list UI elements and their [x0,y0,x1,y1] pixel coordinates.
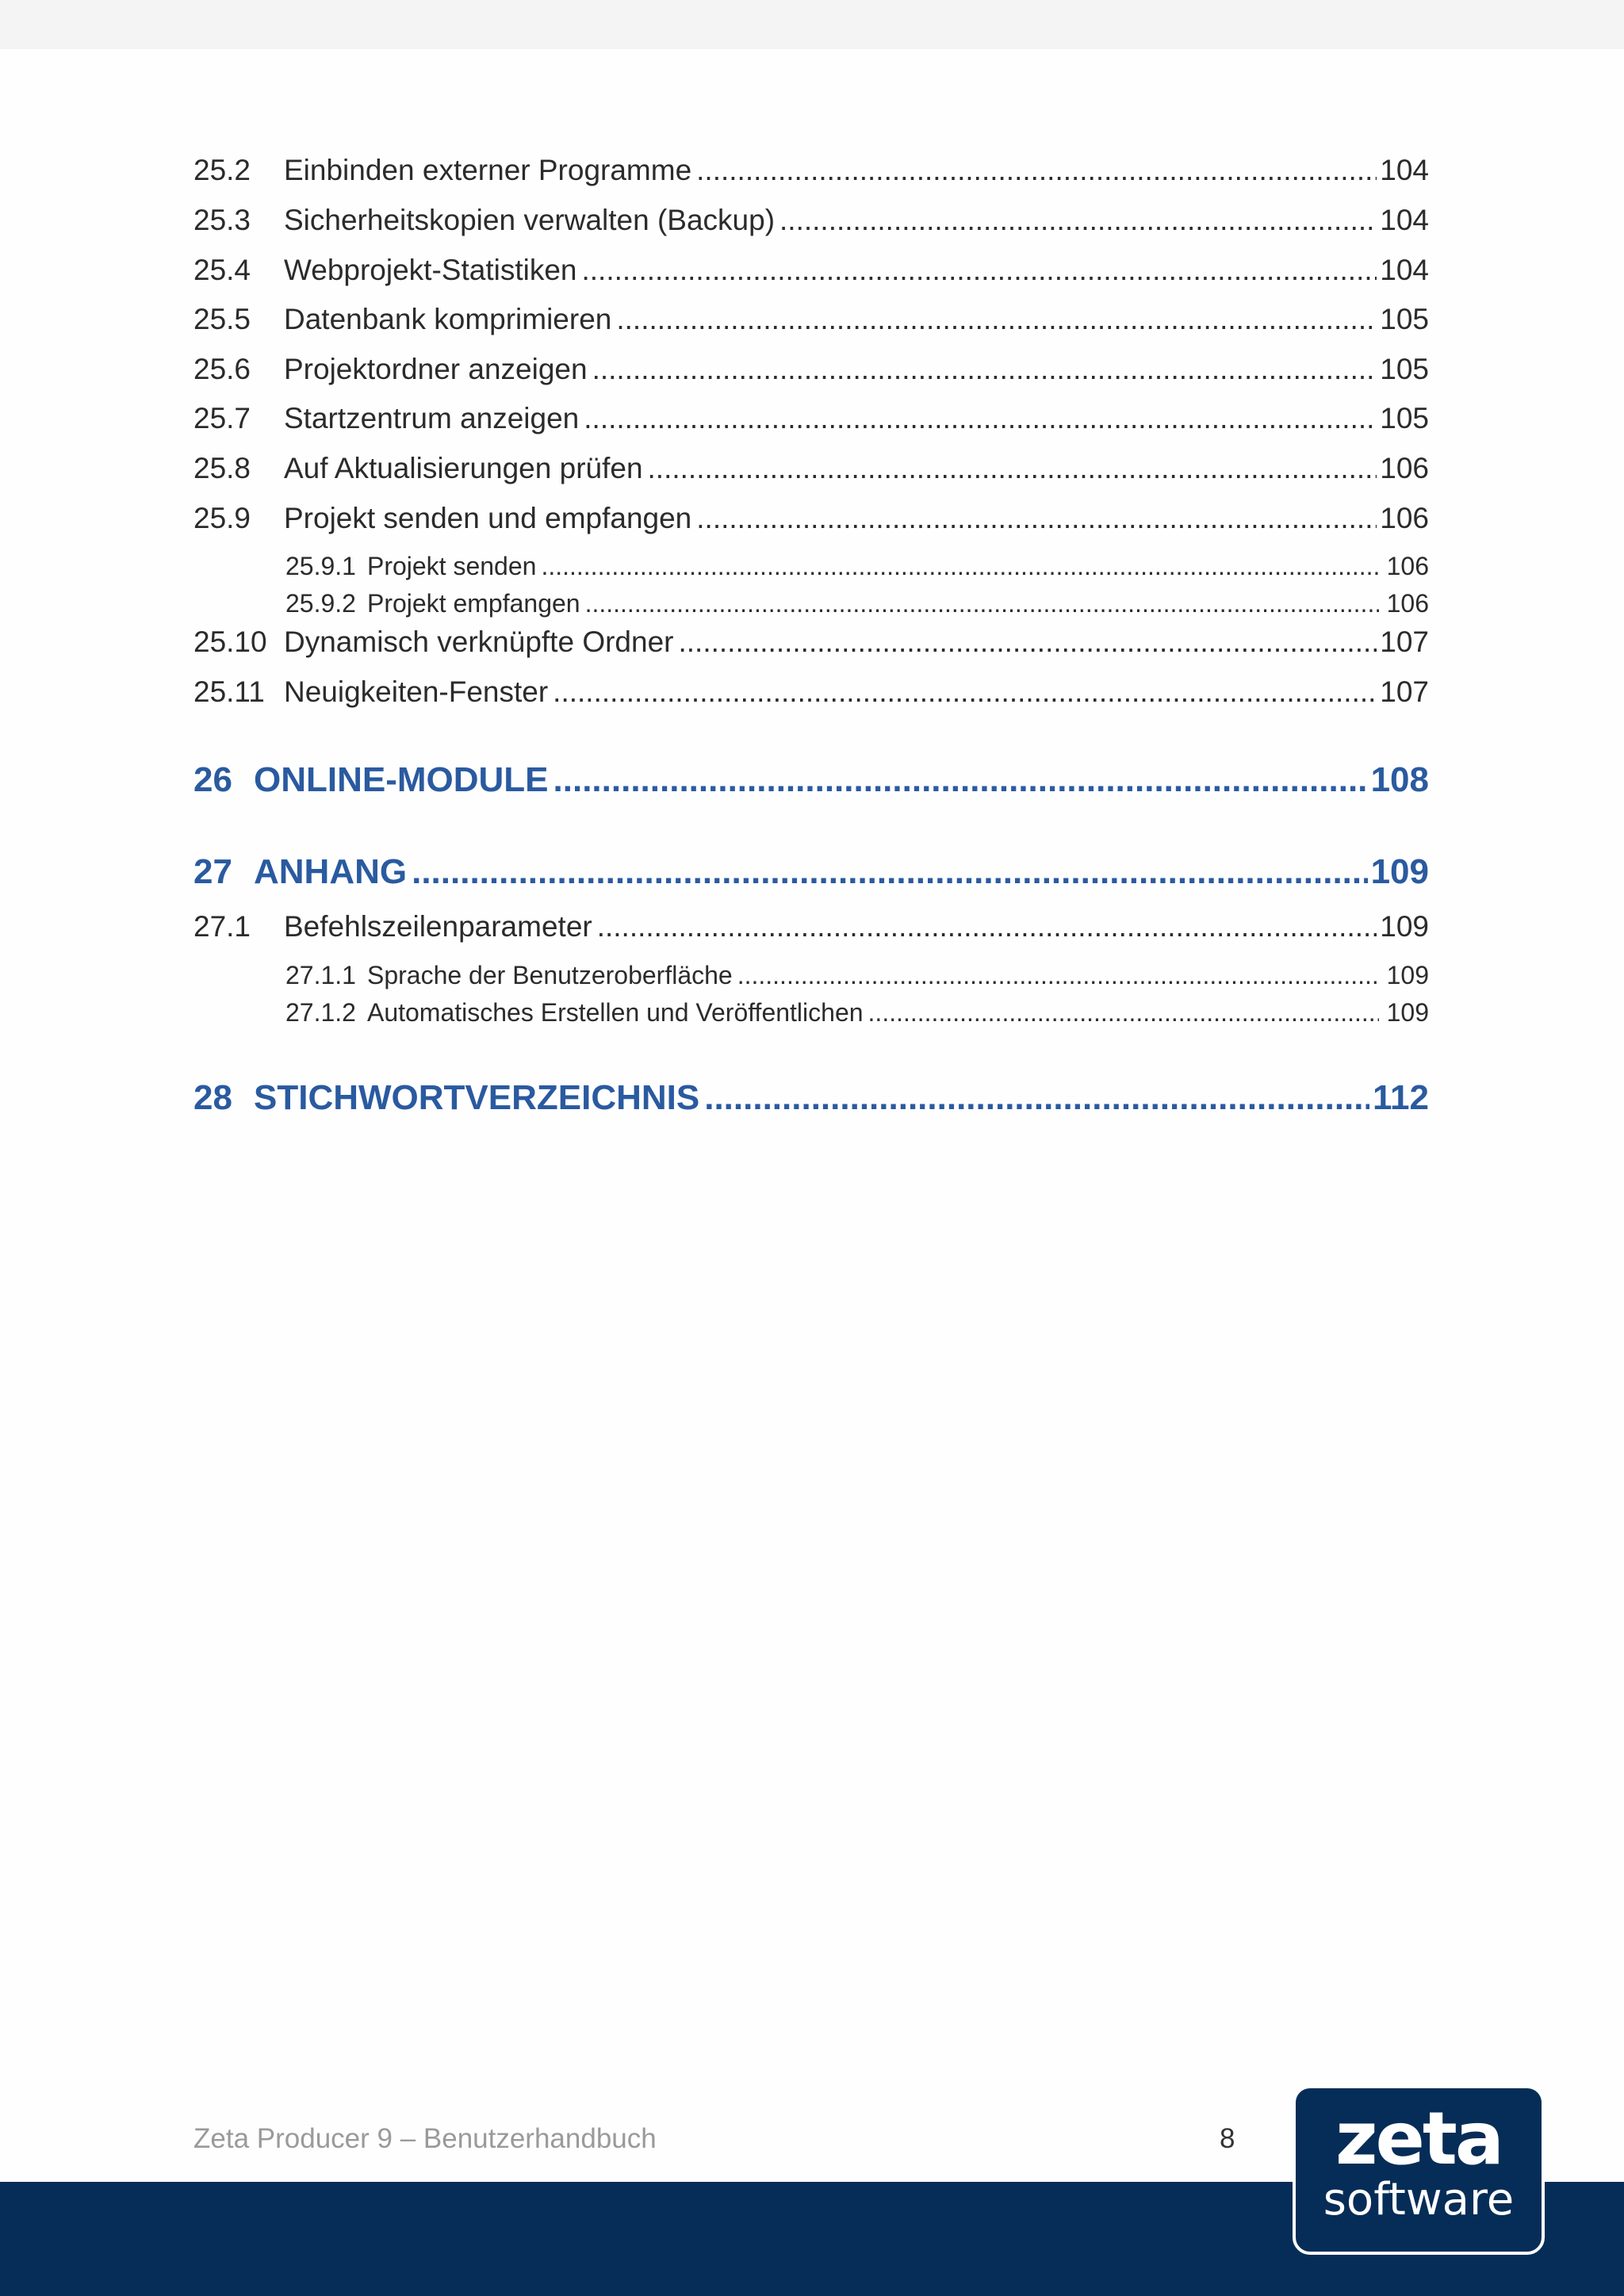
toc-entry-title: Einbinden externer Programme [284,154,692,186]
toc-subentry[interactable] [285,998,1429,1027]
toc-chapter-title: STICHWORTVERZEICHNIS [254,1078,700,1117]
toc-entry[interactable] [193,402,1429,435]
toc-entry-number: 27.1 [193,910,251,943]
toc-entry-page: 106 [1380,502,1429,534]
toc-entry-title: Auf Aktualisierungen prüfen [284,452,643,484]
toc-entry-number: 25.9 [193,502,251,534]
toc-entry-page: 109 [1380,910,1429,943]
toc-entry-page: 109 [1386,998,1429,1027]
toc-entry-page: 104 [1380,254,1429,286]
toc-entry[interactable] [193,303,1429,336]
toc-entry-title: Webprojekt-Statistiken [284,254,577,286]
toc-leader-dots [585,589,1379,618]
toc-entry-page: 107 [1380,626,1429,658]
toc-chapter-number: 28 [193,1078,232,1117]
toc-leader-dots [704,1078,1369,1118]
toc-leader-dots [868,998,1379,1027]
logo-wordmark-software: software [1323,2174,1515,2225]
toc-entry-number: 25.4 [193,254,251,286]
toc-chapter-page: 109 [1370,852,1429,891]
toc-entry[interactable] [193,353,1429,386]
toc-leader-dots [412,852,1367,892]
toc-entry-number: 25.11 [193,675,265,708]
toc-leader-dots [678,626,1377,659]
toc-leader-dots [592,353,1377,386]
zeta-software-logo [1293,2085,1545,2255]
toc-entry-page: 106 [1386,589,1429,618]
toc-entry-title: Datenbank komprimieren [284,303,612,335]
toc-leader-dots [597,910,1377,943]
toc-leader-dots [616,303,1377,336]
toc-chapter[interactable] [193,852,1429,892]
toc-entry-title: Befehlszeilenparameter [284,910,592,943]
toc-subentry[interactable] [285,589,1429,618]
toc-entry-title: Sprache der Benutzeroberfläche [366,961,733,989]
toc-entry-number: 25.5 [193,303,251,335]
toc-entry-number: 25.3 [193,204,251,236]
page-top-band [0,0,1624,49]
toc-entry-page: 105 [1380,303,1429,335]
toc-entry-number: 25.9.1 [285,552,356,580]
toc-chapter-number: 26 [193,760,232,799]
toc-entry-number: 25.9.2 [285,589,356,618]
toc-subentry[interactable] [285,961,1429,990]
toc-leader-dots [737,961,1379,990]
toc-entry[interactable] [193,452,1429,485]
toc-entry-title: Neuigkeiten-Fenster [284,675,549,708]
toc-entry-page: 105 [1380,402,1429,434]
toc-entry-page: 104 [1380,204,1429,236]
toc-entry-title: Startzentrum anzeigen [284,402,580,434]
toc-leader-dots [696,502,1377,535]
toc-entry-title: Automatisches Erstellen und Veröffentlichen [366,998,864,1027]
toc-entry-title: Projektordner anzeigen [284,353,588,385]
toc-chapter[interactable] [193,760,1429,800]
toc-entry[interactable] [193,675,1429,709]
toc-entry-number: 25.7 [193,402,251,434]
toc-chapter-number: 27 [193,852,232,891]
toc-entry-title: Projekt empfangen [366,589,580,618]
toc-chapter[interactable] [193,1078,1429,1118]
toc-entry-title: Projekt senden [366,552,537,580]
toc-entry-title: Projekt senden und empfangen [284,502,692,534]
toc-entry-number: 27.1.1 [285,961,356,989]
toc-leader-dots [648,452,1377,485]
toc-entry-number: 25.6 [193,353,251,385]
toc-leader-dots [581,254,1377,287]
toc-chapter-page: 108 [1370,760,1429,799]
toc-leader-dots [696,154,1377,187]
toc-entry-page: 105 [1380,353,1429,385]
toc-entry-page: 109 [1386,961,1429,989]
toc-entry[interactable] [193,154,1429,187]
toc-entry[interactable] [193,204,1429,237]
footer-page-number: 8 [1220,2123,1235,2154]
logo-wordmark-zeta: zeta [1335,2096,1502,2181]
toc-entry-number: 25.2 [193,154,251,186]
toc-chapter-title: ONLINE-MODULE [254,760,549,799]
toc-entry[interactable] [193,502,1429,535]
toc-leader-dots [541,552,1378,581]
toc-entry-title: Dynamisch verknüpfte Ordner [284,626,674,658]
toc-entry-number: 27.1.2 [285,998,356,1027]
toc-entry[interactable] [193,254,1429,287]
toc-entry[interactable] [193,626,1429,659]
toc-leader-dots [553,760,1368,800]
toc-entry[interactable] [193,910,1429,943]
toc-entry-number: 25.10 [193,626,267,658]
toc-entry-number: 25.8 [193,452,251,484]
toc-chapter-title: ANHANG [254,852,408,891]
toc-entry-page: 106 [1386,552,1429,580]
toc-chapter-page: 112 [1373,1078,1429,1117]
toc-entry-page: 107 [1380,675,1429,708]
toc-leader-dots [779,204,1377,237]
toc-entry-page: 106 [1380,452,1429,484]
footer-document-title: Zeta Producer 9 – Benutzerhandbuch [193,2123,657,2154]
toc-leader-dots [553,675,1377,709]
toc-leader-dots [584,402,1377,435]
toc-entry-title: Sicherheitskopien verwalten (Backup) [284,204,776,236]
toc-entry-page: 104 [1380,154,1429,186]
toc-subentry[interactable] [285,552,1429,581]
